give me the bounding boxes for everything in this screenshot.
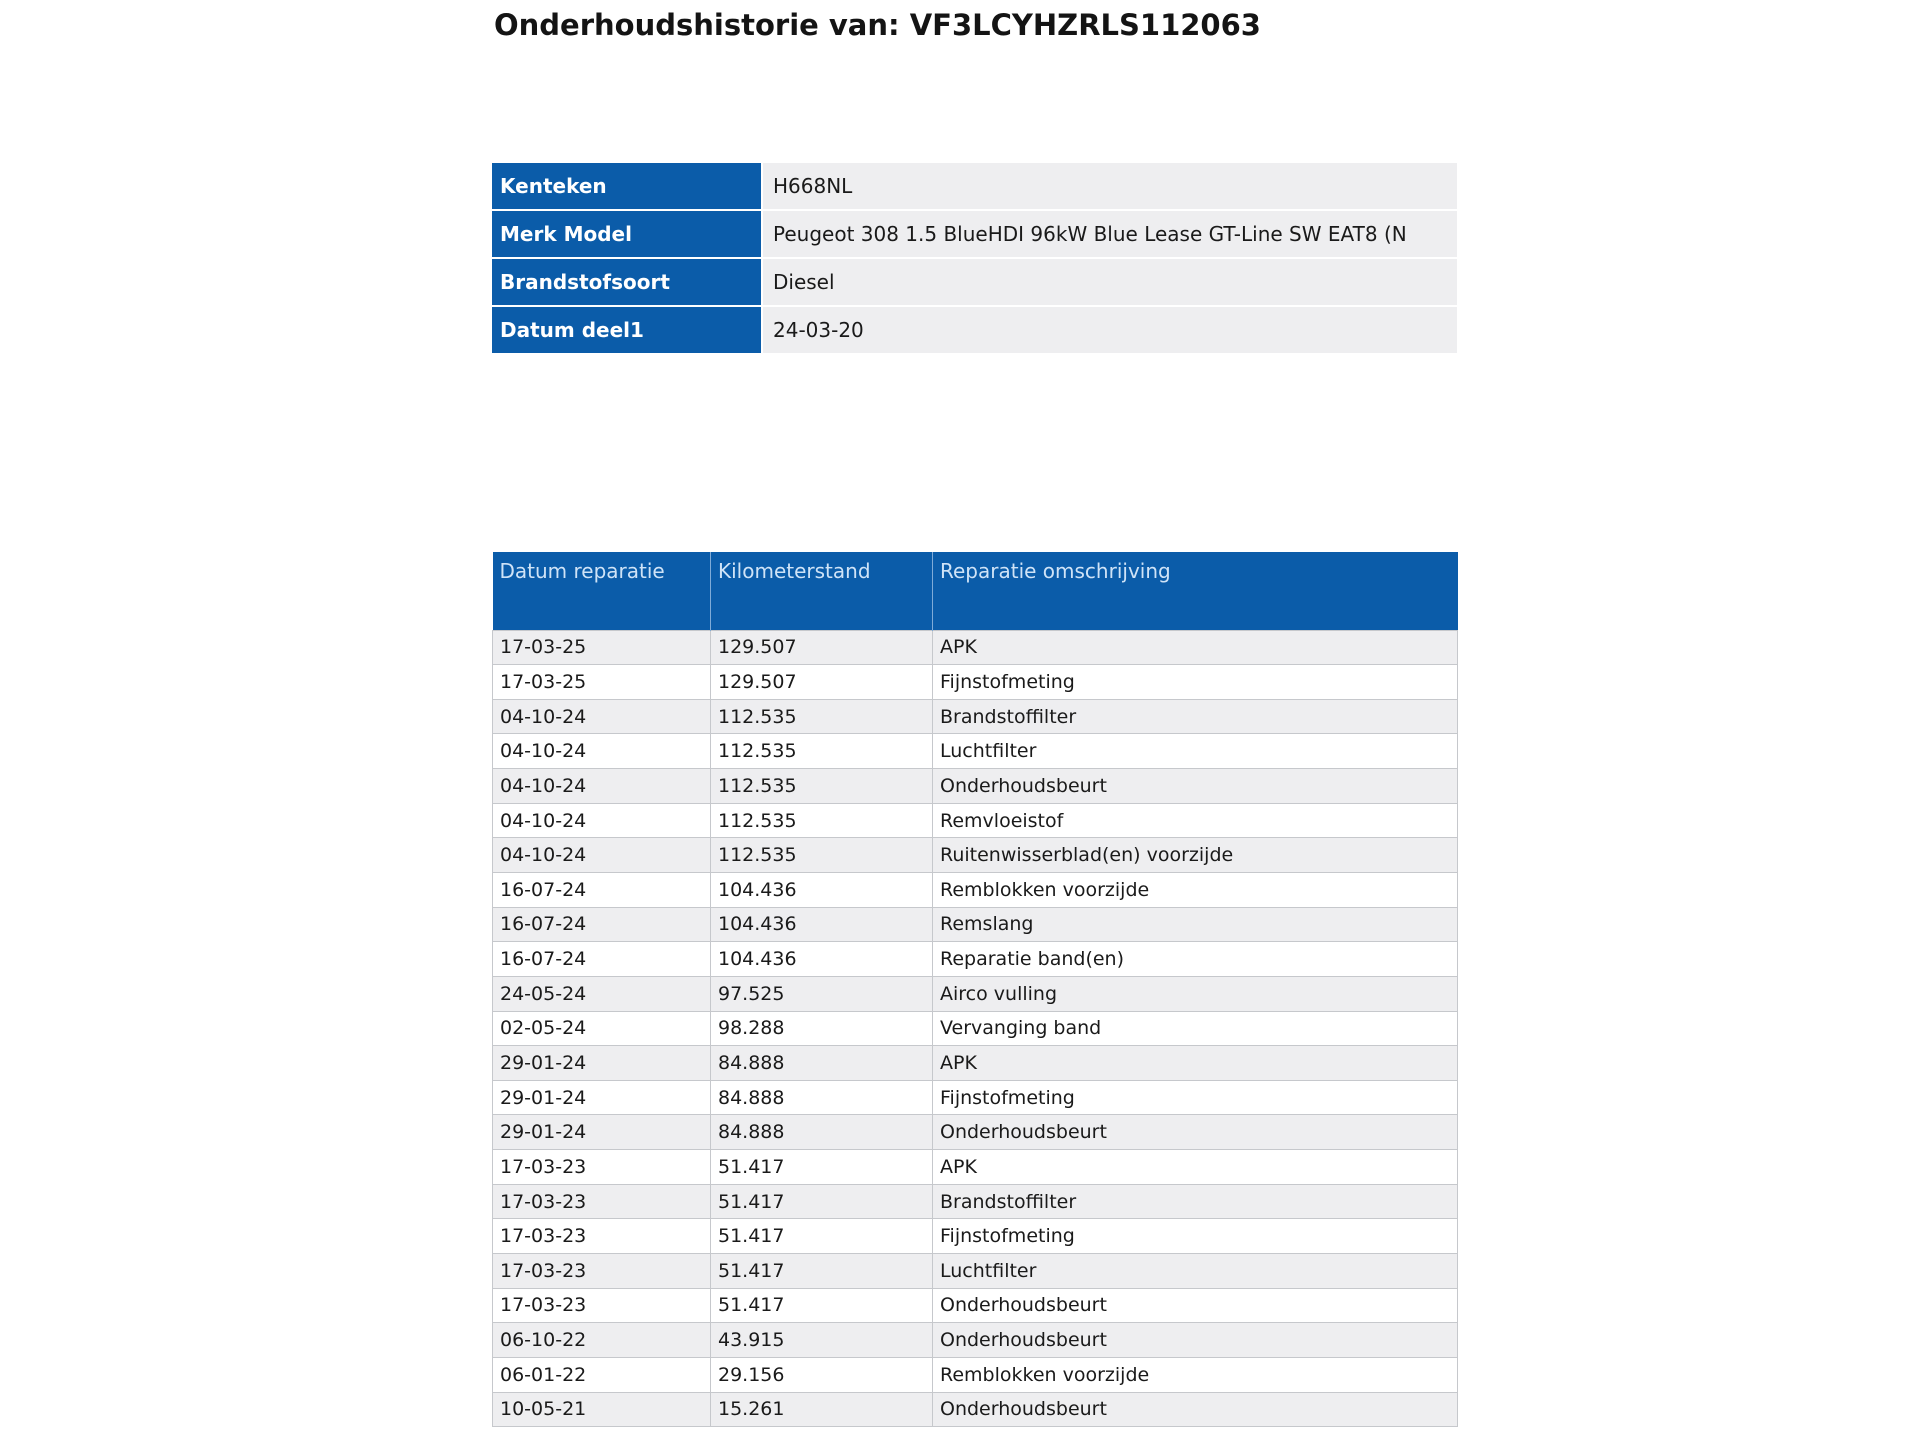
repair-date-cell: 16-07-24 <box>493 942 711 977</box>
repair-description-cell: Brandstoffilter <box>933 1184 1458 1219</box>
vehicle-info-value: Peugeot 308 1.5 BlueHDI 96kW Blue Lease GT-Line SW EAT8 (N <box>761 211 1457 259</box>
vehicle-info-row <box>492 307 1457 355</box>
vehicle-info-value: 24-03-20 <box>761 307 1457 355</box>
kilometer-cell: 51.417 <box>711 1288 933 1323</box>
table-row <box>493 1219 1458 1254</box>
vehicle-info-label: Brandstofsoort <box>492 259 761 307</box>
vehicle-info-row <box>492 163 1457 211</box>
table-row <box>493 1184 1458 1219</box>
kilometer-cell: 129.507 <box>711 665 933 700</box>
table-row <box>493 630 1458 665</box>
kilometer-cell: 112.535 <box>711 699 933 734</box>
repair-description-cell: Airco vulling <box>933 976 1458 1011</box>
repair-description-cell: Fijnstofmeting <box>933 1219 1458 1254</box>
vehicle-info-table <box>492 163 1457 355</box>
kilometer-cell: 98.288 <box>711 1011 933 1046</box>
kilometer-cell: 15.261 <box>711 1392 933 1427</box>
repair-description-cell: Fijnstofmeting <box>933 1080 1458 1115</box>
kilometer-cell: 112.535 <box>711 769 933 804</box>
repair-header-row <box>493 552 1458 630</box>
repair-date-cell: 06-01-22 <box>493 1357 711 1392</box>
repair-description-cell: Vervanging band <box>933 1011 1458 1046</box>
vehicle-info-value: H668NL <box>761 163 1457 211</box>
table-row <box>493 1011 1458 1046</box>
repair-description-cell: APK <box>933 1150 1458 1185</box>
kilometer-cell: 51.417 <box>711 1254 933 1289</box>
repair-description-cell: APK <box>933 1046 1458 1081</box>
table-row <box>493 907 1458 942</box>
kilometer-cell: 29.156 <box>711 1357 933 1392</box>
repair-description-cell: APK <box>933 630 1458 665</box>
kilometer-cell: 84.888 <box>711 1046 933 1081</box>
table-row <box>493 1115 1458 1150</box>
repair-date-cell: 16-07-24 <box>493 907 711 942</box>
repair-description-cell: Luchtfilter <box>933 1254 1458 1289</box>
kilometer-cell: 112.535 <box>711 803 933 838</box>
kilometer-cell: 84.888 <box>711 1115 933 1150</box>
table-row <box>493 665 1458 700</box>
repair-description-cell: Remslang <box>933 907 1458 942</box>
column-header-kilometerstand: Kilometerstand <box>711 552 933 630</box>
repair-date-cell: 02-05-24 <box>493 1011 711 1046</box>
repair-description-cell: Onderhoudsbeurt <box>933 1288 1458 1323</box>
kilometer-cell: 129.507 <box>711 630 933 665</box>
table-row <box>493 769 1458 804</box>
repair-date-cell: 17-03-23 <box>493 1150 711 1185</box>
repair-date-cell: 16-07-24 <box>493 872 711 907</box>
repair-date-cell: 10-05-21 <box>493 1392 711 1427</box>
repair-date-cell: 29-01-24 <box>493 1046 711 1081</box>
vehicle-info-row <box>492 211 1457 259</box>
repair-date-cell: 24-05-24 <box>493 976 711 1011</box>
table-row <box>493 1080 1458 1115</box>
kilometer-cell: 51.417 <box>711 1150 933 1185</box>
repair-date-cell: 04-10-24 <box>493 734 711 769</box>
repair-date-cell: 04-10-24 <box>493 838 711 873</box>
table-row <box>493 976 1458 1011</box>
repair-date-cell: 17-03-23 <box>493 1288 711 1323</box>
repair-date-cell: 29-01-24 <box>493 1080 711 1115</box>
kilometer-cell: 84.888 <box>711 1080 933 1115</box>
repair-description-cell: Brandstoffilter <box>933 699 1458 734</box>
kilometer-cell: 51.417 <box>711 1184 933 1219</box>
repair-date-cell: 17-03-25 <box>493 665 711 700</box>
kilometer-cell: 112.535 <box>711 734 933 769</box>
table-row <box>493 1357 1458 1392</box>
vehicle-info-label: Kenteken <box>492 163 761 211</box>
repair-date-cell: 04-10-24 <box>493 803 711 838</box>
repair-description-cell: Reparatie band(en) <box>933 942 1458 977</box>
kilometer-cell: 51.417 <box>711 1219 933 1254</box>
repair-date-cell: 29-01-24 <box>493 1115 711 1150</box>
table-row <box>493 1288 1458 1323</box>
repair-date-cell: 17-03-23 <box>493 1184 711 1219</box>
table-row <box>493 699 1458 734</box>
table-row <box>493 942 1458 977</box>
repair-description-cell: Remvloeistof <box>933 803 1458 838</box>
column-header-reparatie-omschrijving: Reparatie omschrijving <box>933 552 1458 630</box>
repair-description-cell: Ruitenwisserblad(en) voorzijde <box>933 838 1458 873</box>
repair-description-cell: Remblokken voorzijde <box>933 872 1458 907</box>
repair-description-cell: Onderhoudsbeurt <box>933 1323 1458 1358</box>
repair-description-cell: Fijnstofmeting <box>933 665 1458 700</box>
table-row <box>493 1323 1458 1358</box>
repair-description-cell: Onderhoudsbeurt <box>933 1115 1458 1150</box>
kilometer-cell: 43.915 <box>711 1323 933 1358</box>
repair-date-cell: 17-03-23 <box>493 1254 711 1289</box>
repair-date-cell: 17-03-23 <box>493 1219 711 1254</box>
page-title: Onderhoudshistorie van: VF3LCYHZRLS112063 <box>494 8 1261 42</box>
kilometer-cell: 104.436 <box>711 907 933 942</box>
repair-description-cell: Onderhoudsbeurt <box>933 769 1458 804</box>
vehicle-info-label: Merk Model <box>492 211 761 259</box>
repair-date-cell: 04-10-24 <box>493 699 711 734</box>
table-row <box>493 1392 1458 1427</box>
kilometer-cell: 104.436 <box>711 942 933 977</box>
repair-history-table <box>492 552 1458 1427</box>
repair-date-cell: 17-03-25 <box>493 630 711 665</box>
table-row <box>493 872 1458 907</box>
vehicle-info-value: Diesel <box>761 259 1457 307</box>
column-header-datum-reparatie: Datum reparatie <box>493 552 711 630</box>
table-row <box>493 734 1458 769</box>
repair-description-cell: Luchtfilter <box>933 734 1458 769</box>
repair-description-cell: Remblokken voorzijde <box>933 1357 1458 1392</box>
kilometer-cell: 104.436 <box>711 872 933 907</box>
table-row <box>493 803 1458 838</box>
kilometer-cell: 97.525 <box>711 976 933 1011</box>
table-row <box>493 1254 1458 1289</box>
repair-description-cell: Onderhoudsbeurt <box>933 1392 1458 1427</box>
vehicle-info-label: Datum deel1 <box>492 307 761 355</box>
table-row <box>493 838 1458 873</box>
vehicle-info-row <box>492 259 1457 307</box>
table-row <box>493 1046 1458 1081</box>
table-row <box>493 1150 1458 1185</box>
kilometer-cell: 112.535 <box>711 838 933 873</box>
repair-date-cell: 04-10-24 <box>493 769 711 804</box>
repair-date-cell: 06-10-22 <box>493 1323 711 1358</box>
